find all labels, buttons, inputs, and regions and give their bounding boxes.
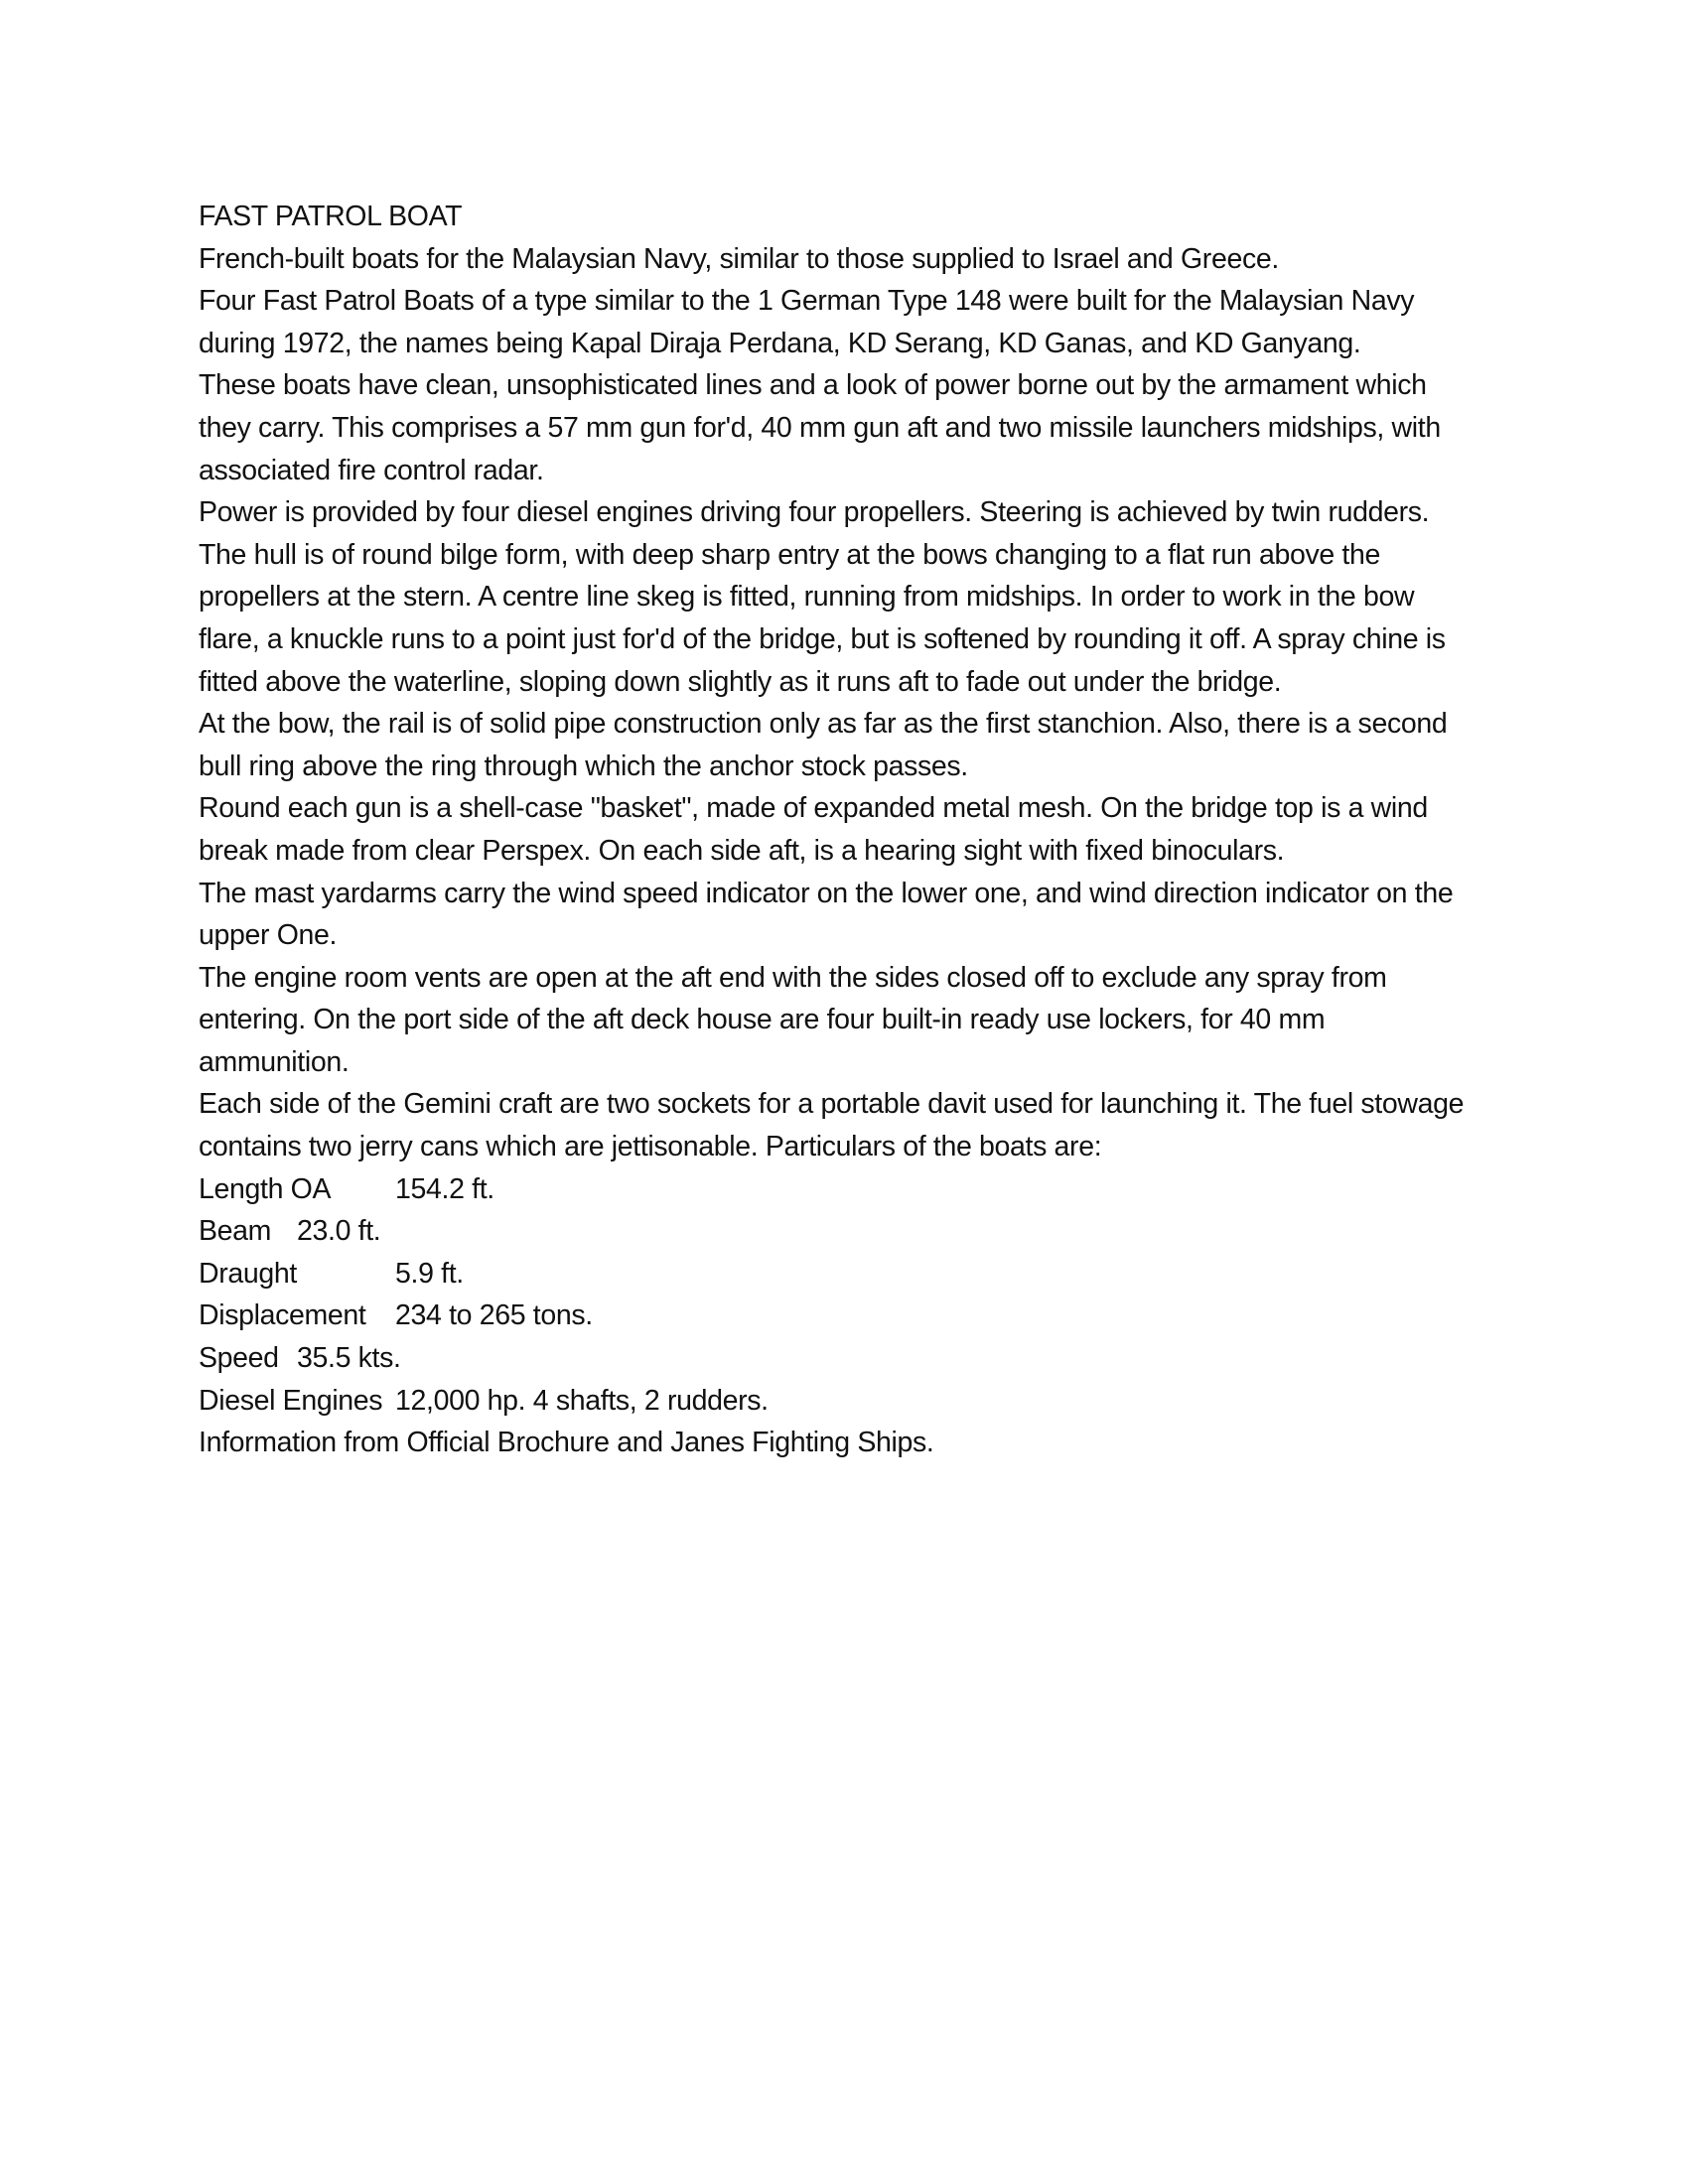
body-line: they carry. This comprises a 57 mm gun for'd, 40 mm gun aft and two missile launchers midships, with	[199, 411, 1441, 444]
spec-value: 35.5 kts.	[297, 1342, 401, 1375]
body-line: Four Fast Patrol Boats of a type similar to the 1 German Type 148 were built for the Malaysian Navy	[199, 285, 1415, 318]
body-line: The mast yardarms carry the wind speed indicator on the lower one, and wind direction indicator on the	[199, 877, 1454, 909]
spec-row-length	[199, 1168, 1489, 1211]
body-line: upper One.	[199, 919, 338, 952]
body-line: during 1972, the names being Kapal Diraja Perdana, KD Serang, KD Ganas, and KD Ganyang.	[199, 327, 1361, 359]
body-line: These boats have clean, unsophisticated lines and a look of power borne out by the armament which	[199, 369, 1427, 402]
spec-row-speed	[199, 1337, 1489, 1380]
spec-value: 5.9 ft.	[395, 1257, 464, 1290]
spec-row-engines	[199, 1380, 1489, 1423]
spec-label: Length OA	[199, 1172, 332, 1205]
spec-row-beam	[199, 1210, 1489, 1253]
body-line: Each side of the Gemini craft are two sockets for a portable davit used for launching it. The fuel stowage	[199, 1088, 1465, 1121]
document-title: FAST PATROL BOAT	[199, 201, 463, 232]
body-line: At the bow, the rail is of solid pipe construction only as far as the first stanchion. Also, there is a second	[199, 708, 1448, 741]
spec-value: 154.2 ft.	[395, 1172, 494, 1205]
body-line: Power is provided by four diesel engines driving four propellers. Steering is achieved by twin rudders.	[199, 496, 1430, 529]
body-line: associated fire control radar.	[199, 454, 544, 486]
body-line: bull ring above the ring through which the anchor stock passes.	[199, 750, 968, 782]
body-line: Round each gun is a shell-case "basket", made of expanded metal mesh. On the bridge top is a wind	[199, 792, 1428, 825]
spec-label: Diesel Engines	[199, 1384, 383, 1417]
spec-label: Draught	[199, 1257, 297, 1290]
spec-value: 12,000 hp. 4 shafts, 2 rudders.	[395, 1384, 769, 1417]
spec-label: Beam	[199, 1215, 272, 1248]
body-line: break made from clear Perspex. On each side aft, is a hearing sight with fixed binoculars.	[199, 834, 1285, 867]
body-line: flare, a knuckle runs to a point just for'd of the bridge, but is softened by rounding it off. A spray chine is	[199, 622, 1446, 655]
body-line: propellers at the stern. A centre line skeg is fitted, running from midships. In order to work in the bow	[199, 581, 1415, 614]
body-line: The hull is of round bilge form, with deep sharp entry at the bows changing to a flat run above the	[199, 538, 1381, 571]
spec-row-displacement	[199, 1295, 1489, 1337]
body-line: contains two jerry cans which are jettisonable. Particulars of the boats are:	[199, 1131, 1102, 1163]
spec-label: Displacement	[199, 1299, 366, 1332]
body-line: French-built boats for the Malaysian Navy, similar to those supplied to Israel and Greece.	[199, 242, 1279, 275]
body-line: The engine room vents are open at the aft end with the sides closed off to exclude any spray from	[199, 961, 1387, 994]
spec-value: 234 to 265 tons.	[395, 1299, 593, 1332]
body-line: fitted above the waterline, sloping down slightly as it runs aft to fade out under the bridge.	[199, 665, 1282, 698]
spec-label: Speed	[199, 1342, 279, 1375]
source-note: Information from Official Brochure and Janes Fighting Ships.	[199, 1427, 934, 1459]
document-page	[199, 196, 1489, 1464]
body-line: ammunition.	[199, 1045, 350, 1078]
body-line: entering. On the port side of the aft deck house are four built-in ready use lockers, for 40 mm	[199, 1004, 1326, 1036]
spec-value: 23.0 ft.	[297, 1215, 381, 1248]
spec-row-draught	[199, 1253, 1489, 1296]
